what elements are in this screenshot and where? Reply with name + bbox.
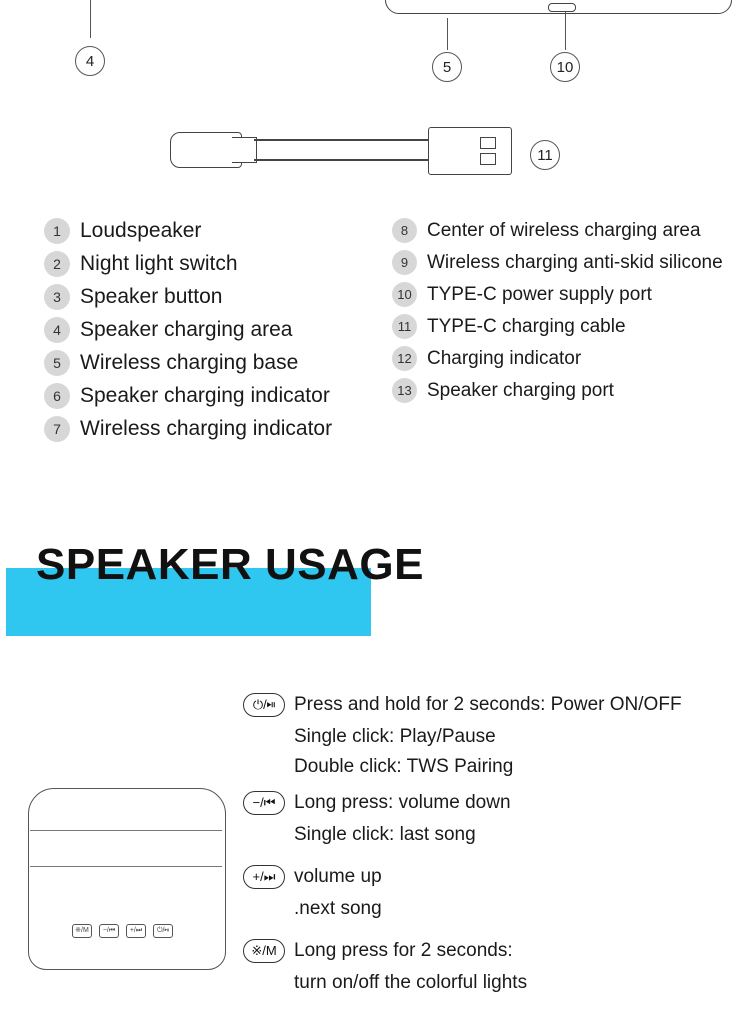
legend-item — [44, 416, 444, 442]
callout-10: 10 — [550, 52, 580, 82]
speaker-mini-button-power: ⏻/⏯ — [153, 924, 173, 938]
legend-number: 12 — [392, 346, 417, 371]
speaker-mini-button-plus: +/⏭ — [126, 924, 146, 938]
leader-line-10 — [565, 12, 566, 50]
product-diagram — [0, 0, 750, 200]
usage-text: Long press: volume down — [294, 792, 511, 813]
legend-number: 4 — [44, 317, 70, 343]
section-header — [36, 540, 736, 650]
legend-label: Wireless charging anti-skid silicone — [427, 251, 723, 273]
type-c-port-illustration — [548, 3, 576, 12]
usb-a-contact-lower — [480, 153, 496, 165]
leader-line-5 — [447, 18, 448, 50]
legend-item — [44, 383, 444, 409]
usb-a-connector — [428, 127, 512, 175]
callout-11: 11 — [530, 140, 560, 170]
legend-label: Night light switch — [80, 252, 238, 275]
light-mode-key-icon: ※/M — [243, 939, 285, 963]
callout-5: 5 — [432, 52, 462, 82]
legend-item — [392, 218, 750, 243]
legend-item — [44, 284, 444, 310]
speaker-mini-button-minus: −/⏮ — [99, 924, 119, 938]
usage-row-light — [243, 936, 743, 966]
legend-label: Wireless charging indicator — [80, 417, 333, 440]
legend-column-right — [392, 218, 750, 410]
legend-item — [392, 314, 750, 339]
legend-item — [392, 378, 750, 403]
legend-item — [392, 346, 750, 371]
usage-subtext: .next song — [294, 898, 382, 919]
usb-cable-illustration — [150, 118, 570, 188]
page-title: SPEAKER USAGE — [36, 540, 424, 589]
usage-subtext: turn on/off the colorful lights — [294, 972, 528, 993]
usage-text: Long press for 2 seconds: — [294, 940, 513, 961]
speaker-seam-lower — [30, 866, 222, 867]
legend-number: 1 — [44, 218, 70, 244]
legend-number: 9 — [392, 250, 417, 275]
legend-item — [44, 251, 444, 277]
speaker-button-row — [72, 924, 173, 938]
cable-wire-top — [254, 139, 430, 141]
speaker-seam-upper — [30, 830, 222, 831]
legend-number: 7 — [44, 416, 70, 442]
legend-label: Speaker charging area — [80, 318, 293, 341]
usage-subtext: Single click: Play/Pause — [294, 726, 496, 747]
legend-number: 10 — [392, 282, 417, 307]
legend-number: 11 — [392, 314, 417, 339]
volume-down-key-icon: −/⏮ — [243, 791, 285, 815]
legend-item — [392, 282, 750, 307]
callout-4: 4 — [75, 46, 105, 76]
legend-label: Charging indicator — [427, 347, 582, 369]
legend-label: TYPE-C charging cable — [427, 315, 626, 337]
legend-number: 2 — [44, 251, 70, 277]
legend-number: 6 — [44, 383, 70, 409]
usage-instruction-list — [243, 690, 743, 998]
legend-label: Wireless charging base — [80, 351, 299, 374]
volume-up-key-icon: +/⏭ — [243, 865, 285, 889]
legend-item — [44, 350, 444, 376]
legend-number: 5 — [44, 350, 70, 376]
legend-label: Center of wireless charging area — [427, 219, 701, 241]
legend-label: Speaker button — [80, 285, 223, 308]
usage-subtext: Double click: TWS Pairing — [294, 756, 514, 777]
leader-line-4 — [90, 0, 91, 38]
usage-subtext: Single click: last song — [294, 824, 476, 845]
legend-item — [44, 317, 444, 343]
legend-number: 8 — [392, 218, 417, 243]
legend-label: Speaker charging indicator — [80, 384, 330, 407]
power-play-key-icon: ⏻/⏯ — [243, 693, 285, 717]
legend-number: 13 — [392, 378, 417, 403]
usage-row-power — [243, 690, 743, 720]
legend-number: 3 — [44, 284, 70, 310]
usage-text: Press and hold for 2 seconds: Power ON/OFF — [294, 694, 682, 715]
legend-column-left — [44, 218, 444, 449]
usage-text: volume up — [294, 866, 382, 887]
usb-a-contact-upper — [480, 137, 496, 149]
speaker-mini-button-light: ※/M — [72, 924, 92, 938]
cable-wire-bottom — [254, 159, 430, 161]
usage-row-volume-up — [243, 862, 743, 892]
legend-label: TYPE-C power supply port — [427, 283, 652, 305]
legend-item — [44, 218, 444, 244]
legend-label: Loudspeaker — [80, 219, 202, 242]
legend-label: Speaker charging port — [427, 379, 614, 401]
speaker-illustration — [28, 788, 226, 970]
usage-row-volume-down — [243, 788, 743, 818]
legend-item — [392, 250, 750, 275]
